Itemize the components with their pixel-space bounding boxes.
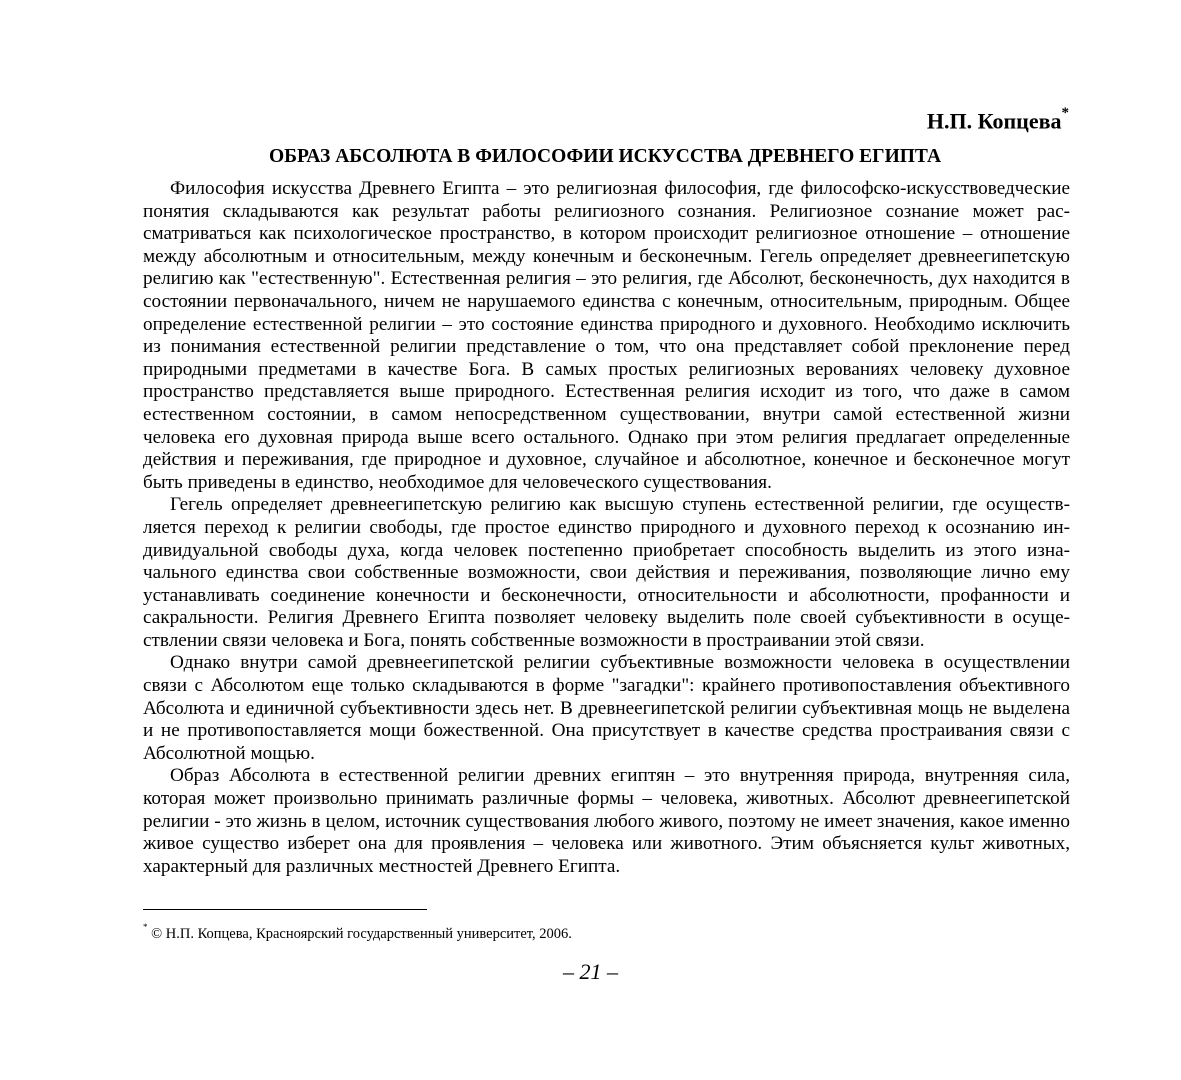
article-title: ОБРАЗ АБСОЛЮТА В ФИЛОСОФИИ ИСКУССТВА ДРЕВНЕГО ЕГИПТА	[268, 146, 942, 167]
paragraph: Образ Абсолюта в естественной религии древних египтян – это внутренняя природа, внутренняя сила, которая может произвольно принимать различные формы – человека, животных. Абсолют древнеегипетской религии - это жизнь в целом, источник существования любого живого, поэтому не имеет значения, какое именно живое существо изберет она для проявления – человека или животного. Этим объясняется культ животных, характерный для различных местностей Древнего Египта.	[143, 765, 1070, 877]
footnote-mark: *	[143, 922, 148, 932]
author-name	[927, 100, 1069, 137]
page-number: – 21 –	[563, 959, 618, 984]
author-name-text: Н.П. Копцева	[926, 108, 1062, 134]
paragraph: Философия искусства Древнего Египта – это религиозная философия, где философско-искусствоведческие понятия складываются как результат работы религиозного сознания. Религиозное сознание может рассматриваться как психологическое пространство, в котором происходит религиозное отношение – отношение между абсолютным и относительным, между конечным и бесконечным. Гегель определяет древнеегипетскую религию как "естественную". Естественная религия – это религия, где Абсолют, бесконечность, дух находится в состоянии первоначального, ничем не нарушаемого единства с конечным, относительным, природным. Общее определение естественной религии – это состояние единства природного и духовного. Необходимо исключить из понимания естественной религии представление о том, что она представляет собой преклонение перед природными предметами в качестве Бога. В самых простых религиозных верованиях человеку духовное пространство представляется выше природного. Естественная религия исходит из того, что даже в самом естественном состоянии, в самом непосредственном существовании, внутри самой естественной жизни человека его духовная природа выше всего остального. Однако при этом религия предлагает определенные действия и переживания, где природное и духовное, случайное и абсолютное, конечное и бесконечное могут быть приведены в единство, необходимое для человеческого существования.	[143, 178, 1070, 493]
footnote	[143, 919, 572, 944]
paragraph: Однако внутри самой древнеегипетской религии субъективные возможности человека в осуществлении связи с Абсолютом еще только складываются в форме "загадки": крайнего противопоставления объективного Абсолюта и единичной субъективности здесь нет. В древнеегипетской религии субъективная мощь не выделена и не противопоставляется мощи божественной. Она присутствует в качестве средства простраивания связи с Абсолютной мощью.	[143, 652, 1070, 764]
footnote-divider	[143, 909, 427, 910]
paragraph: Гегель определяет древнеегипетскую религию как высшую ступень естественной религии, где осуществляется переход к религии свободы, где простое единство природного и духовного переход к осознанию индивидуальной свободы духа, когда человек постепенно приобретает способность выделить из этого изначального единства свои собственные возможности, свои действия и переживания, позволяющие лично ему устанавливать соединение конечности и бесконечности, относительности и абсолютности, профанности и сакральности. Религия Древнего Египта позволяет человеку выделить поле своей субъективности в осуществлении связи человека и Бога, понять собственные возможности в простраивании этой связи.	[143, 494, 1070, 651]
footnote-text: © Н.П. Копцева, Красноярский государственный университет, 2006.	[147, 925, 572, 942]
author-footnote-mark: *	[1061, 105, 1069, 121]
article-body	[143, 178, 1070, 878]
